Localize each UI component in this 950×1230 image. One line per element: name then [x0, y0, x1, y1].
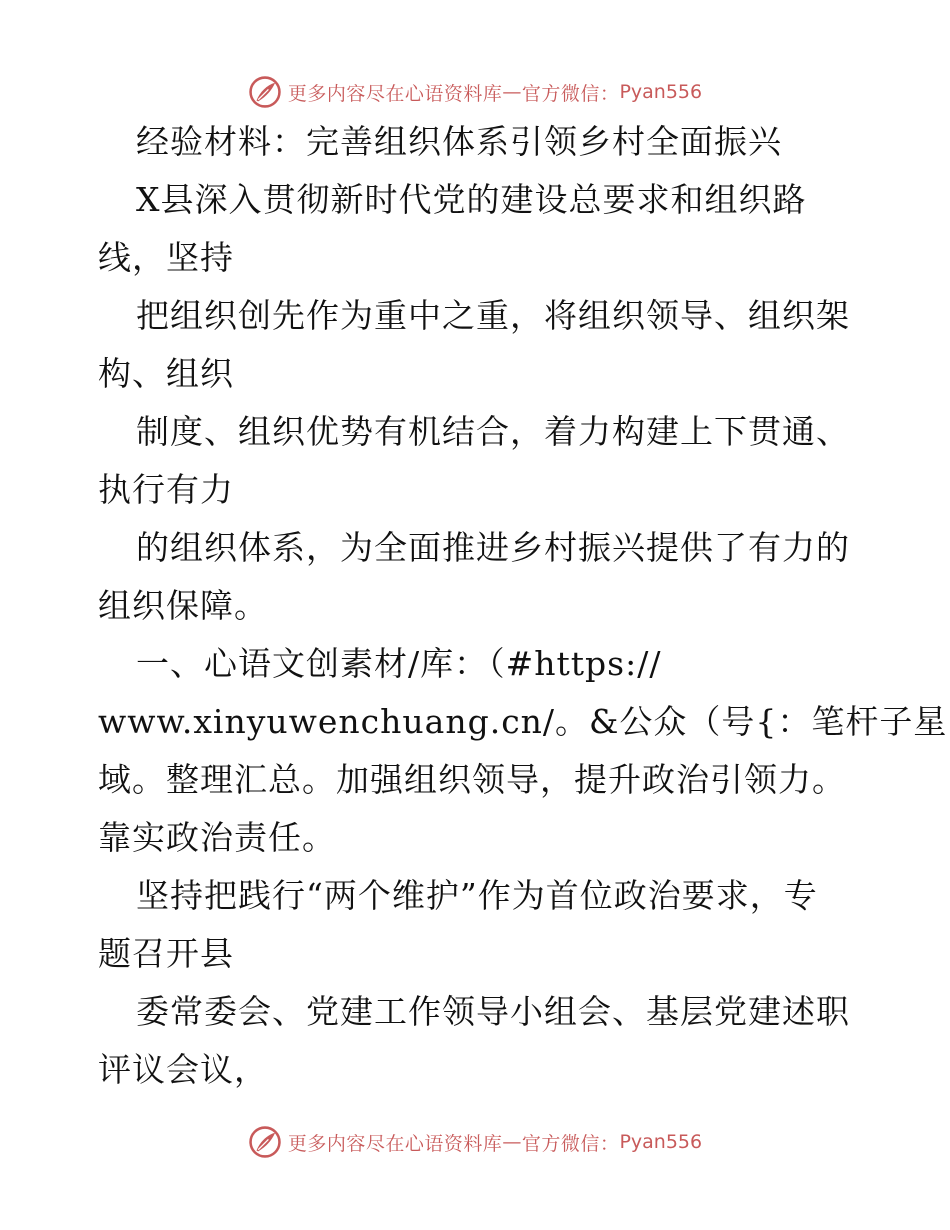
paragraph-line: 题召开县	[98, 934, 234, 973]
header-banner	[0, 72, 950, 112]
feather-pen-logo-icon	[248, 1125, 282, 1159]
banner-wechat-label: 官方微信：	[521, 82, 620, 105]
paragraph-line: 靠实政治责任。	[98, 818, 336, 857]
paragraph-line: www.xinyuwenchuang.cn/。&公众（号{：笔杆子星	[98, 702, 948, 741]
banner-text: 更多内容尽在心语资料库	[287, 1132, 503, 1155]
banner-wechat-label: 官方微信：	[521, 1132, 620, 1155]
footer-banner	[0, 1122, 950, 1162]
banner-text: 更多内容尽在心语资料库	[287, 82, 503, 105]
paragraph-line: 线，坚持	[98, 238, 234, 277]
paragraph-line: X县深入贯彻新时代党的建设总要求和组织路	[136, 180, 807, 219]
section-heading-line: 一、心语文创素材/库：（#https://	[136, 644, 662, 683]
paragraph-line: 域。整理汇总。加强组织领导，提升政治引领力。	[98, 760, 846, 799]
feather-pen-logo-icon	[248, 75, 282, 109]
paragraph-line: 把组织创先作为重中之重，将组织领导、组织架	[136, 296, 850, 335]
paragraph-line: 坚持把践行“两个维护”作为首位政治要求，专	[136, 876, 818, 915]
paragraph-line: 评议会议，	[98, 1050, 268, 1089]
paragraph-line: 组织保障。	[98, 586, 268, 625]
paragraph-line: 执行有力	[98, 470, 234, 509]
document-title: 经验材料：完善组织体系引领乡村全面振兴	[136, 122, 782, 161]
paragraph-line: 构、组织	[98, 354, 234, 393]
banner-wechat-id: Pyan556	[619, 1131, 703, 1153]
paragraph-line: 制度、组织优势有机结合，着力构建上下贯通、	[136, 412, 850, 451]
banner-dash: —	[502, 81, 522, 103]
document-body	[98, 120, 948, 1106]
paragraph-line: 委常委会、党建工作领导小组会、基层党建述职	[136, 992, 850, 1031]
banner-dash: —	[502, 1131, 522, 1153]
paragraph-line: 的组织体系，为全面推进乡村振兴提供了有力的	[136, 528, 850, 567]
banner-wechat-id: Pyan556	[619, 81, 703, 103]
